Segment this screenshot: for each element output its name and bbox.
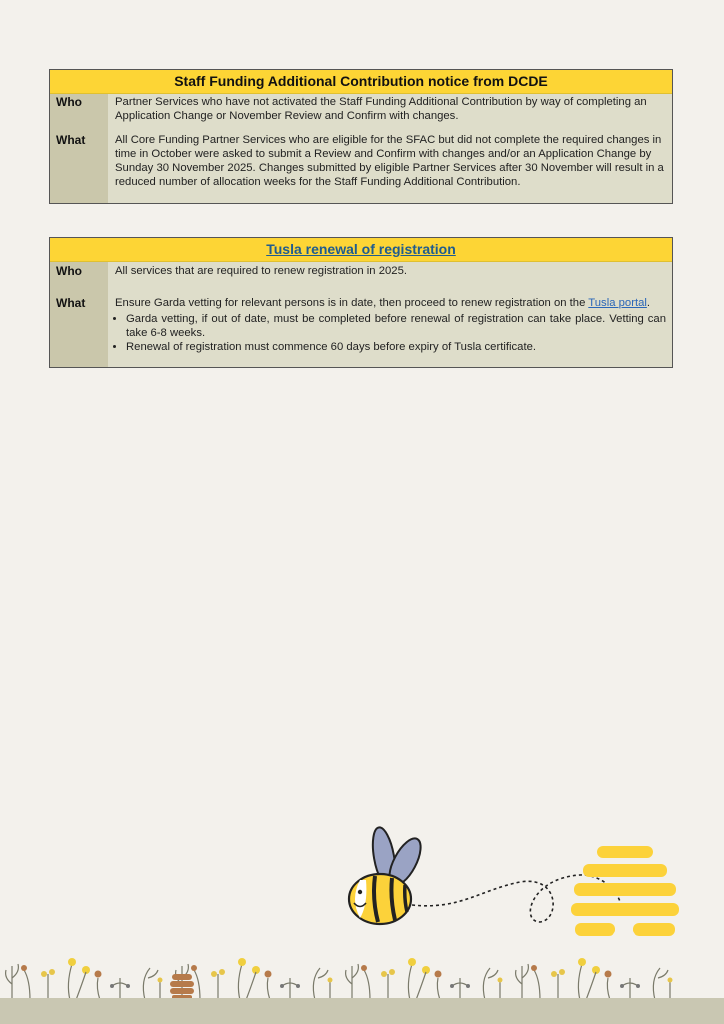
bee-body — [349, 874, 411, 924]
what-text: All Core Funding Partner Services who are eligible for the SFAC but did not complete the required changes in time in October were asked to submit a Review and Confirm with changes and/or an Application Change by Sunday 30 November 2025. Changes submitted by eligible Partner Services after 30 November will result in a reduced number of allocation weeks for the Staff Funding Additional Contribution. — [115, 134, 664, 188]
beehive-icon — [571, 846, 679, 936]
sfac-notice-box — [49, 69, 673, 204]
tusla-notice-title — [50, 238, 672, 262]
flower-icon — [6, 958, 163, 1000]
who-label: Who — [50, 94, 108, 123]
what-row — [50, 133, 672, 203]
what-row — [50, 296, 672, 367]
bee-wing — [383, 834, 427, 890]
requirements-list — [115, 312, 666, 354]
list-item: • Garda vetting, if out of date, must be completed before renewal of registration can take place. Vetting can take 6-8 weeks. — [126, 312, 666, 340]
bee-wing — [369, 826, 399, 889]
bee-eye — [358, 890, 362, 894]
who-text: Partner Services who have not activated the Staff Funding Additional Contribution by way of completing an Application Change or November Review and Confirm with changes. — [115, 96, 647, 122]
tusla-title-link[interactable]: Tusla renewal of registration — [266, 241, 456, 257]
who-row — [50, 94, 672, 123]
tusla-portal-link[interactable]: Tusla portal — [588, 297, 647, 309]
who-label: Who — [50, 262, 108, 296]
list-item: • Renewal of registration must commence 60 days before expiry of Tusla certificate. — [126, 340, 666, 354]
what-label: What — [50, 296, 108, 367]
what-text-intro: Ensure Garda vetting for relevant persons is in date, then proceed to renew registration on the — [115, 297, 589, 309]
footer-band — [0, 998, 724, 1024]
tusla-notice-box — [49, 237, 673, 368]
what-label: What — [50, 133, 108, 203]
sfac-notice-title: Staff Funding Additional Contribution notice from DCDE — [50, 70, 672, 94]
small-hive-icon — [170, 974, 194, 1000]
what-text: Ensure Garda vetting for relevant persons is in date, then proceed to renew registration on the Tusla portal. • Garda vetting, if out of date, must be completed before renewal of registration can take place. Vetting can take 6-8 weeks. • Renewal of registration must commence 60 days before expiry of Tusla certificate. — [108, 296, 672, 367]
flower-pattern — [6, 958, 163, 1000]
who-row — [50, 262, 672, 296]
flight-path — [412, 875, 622, 922]
who-text: All services that are required to renew registration in 2025. — [115, 265, 407, 277]
